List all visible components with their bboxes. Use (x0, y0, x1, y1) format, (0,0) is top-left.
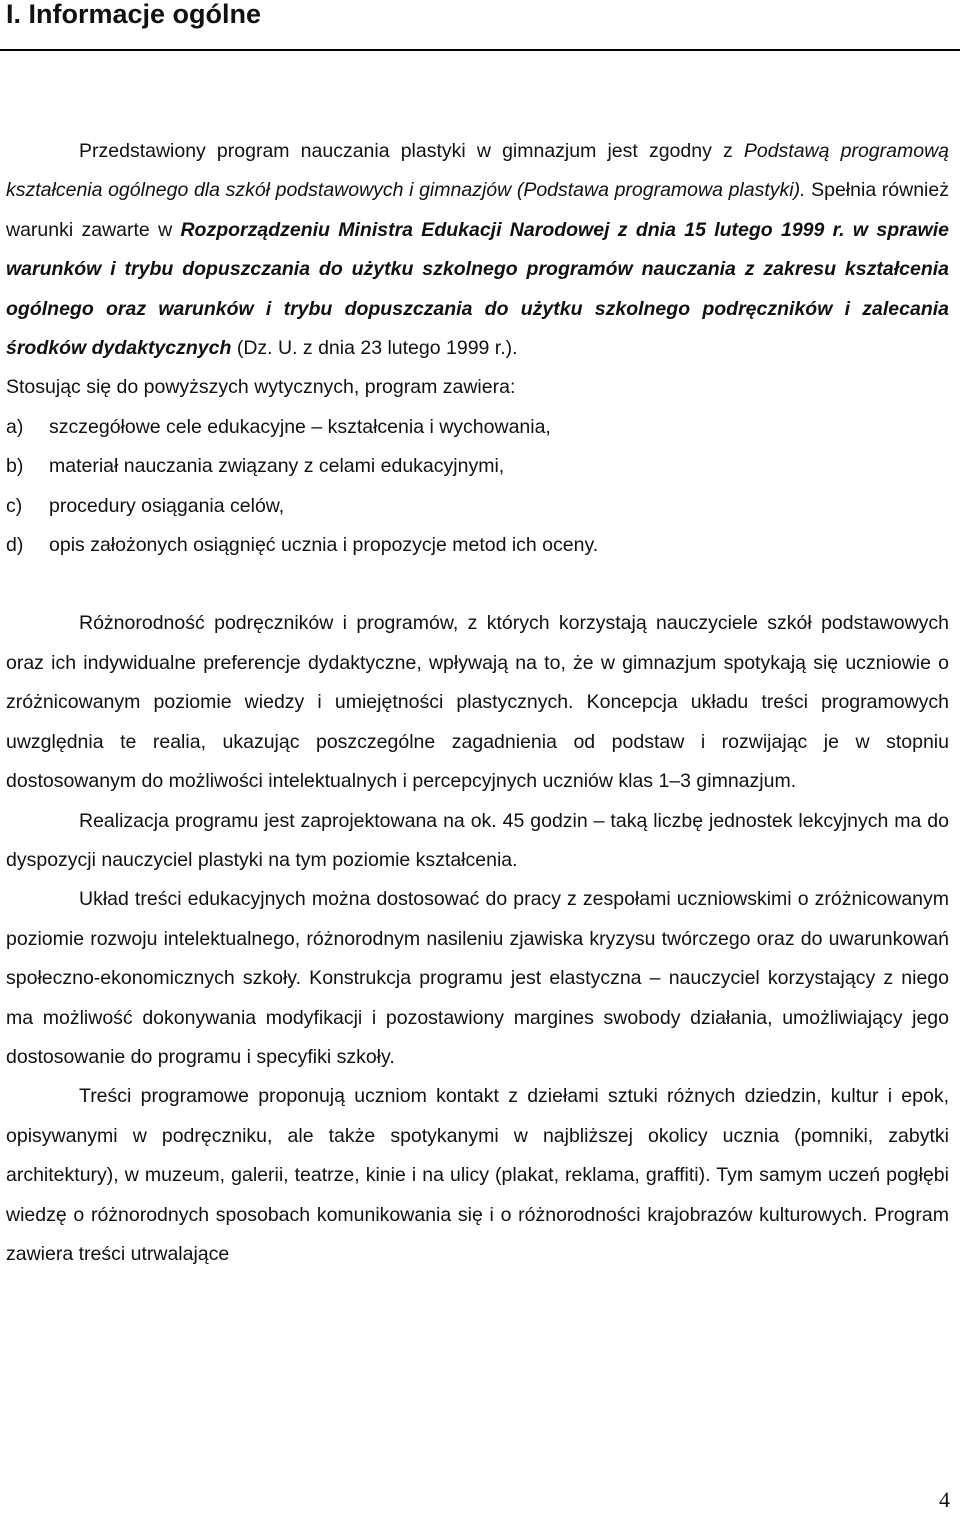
core-curriculum-reference: Podstawą programową kształcenia ogólnego dla szkół podstawowych i gimnazjów (Podstawa programowa plastyki). (6, 140, 949, 202)
list-item (6, 447, 949, 486)
list-marker: c) (6, 494, 23, 517)
paragraph-content: Treści programowe proponują uczniom kontakt z dziełami sztuki różnych dziedzin, kultur i epok, opisywanymi w podręczniku, ale także spotykanymi w najbliższej okolicy ucznia (pomniki, zabytki architektury), w muzeum, galerii, teatrze, kinie i na ulicy (plakat, reklama, graffiti). Tym samym uczeń pogłębi wiedzę o różnorodnych sposobach komunikowania się i o różnorodności krajobrazów kulturowych. Program zawiera treści utrwalające (6, 1085, 949, 1265)
document-body (6, 132, 949, 1274)
paragraph-diversity: Różnorodność podręczników i programów, z których korzystają nauczyciele szkół podstawowych oraz ich indywidualne preferencje dydaktyczne, wpływają na to, że w gimnazjum spotykają się uczniowie o zróżnicowanym poziomie wiedzy i umiejętności plastycznych. Koncepcja układu treści programowych uwzględnia te realia, ukazując poszczególne zagadnienia od podstaw i rozwijając je w stopniu dostosowanym do możliwości intelektualnych i percepcyjnych uczniów klas 1–3 gimnazjum. (6, 612, 949, 793)
legal-basis-text: Przedstawiony program nauczania plastyki w gimnazjum jest zgodny z (79, 140, 744, 162)
list-item-text: szczegółowe cele edukacyjne – kształcenia i wychowania, (49, 415, 551, 438)
paragraph-spacer (6, 565, 949, 604)
legal-basis-text: Spełnia również warunki zawarte w (6, 179, 949, 241)
paragraph-legal-basis (6, 132, 949, 368)
list-item-text: opis założonych osiągnięć ucznia i propozycje metod ich oceny. (49, 534, 599, 557)
paragraph-hours: Realizacja programu jest zaprojektowana na ok. 45 godzin – taką liczbę jednostek lekcyjnych ma do dyspozycji nauczyciel plastyki na tym poziomie kształcenia. (6, 809, 949, 871)
list-item (6, 408, 949, 447)
list-item-text: procedury osiągania celów, (49, 494, 285, 517)
list-marker: d) (6, 534, 24, 557)
list-marker: b) (6, 455, 24, 478)
page-number: 4 (939, 1487, 950, 1512)
paragraph-flexibility: Układ treści edukacyjnych można dostosować do pracy z zespołami uczniowskimi o zróżnicowanym poziomie rozwoju intelektualnego, różnorodnym nasileniu zjawiska kryzysu twórczego oraz do uwarunkowań społeczno-ekonomicznych szkoły. Konstrukcja programu jest elastyczna – nauczyciel korzystający z niego ma możliwość dokonywania modyfikacji i pozostawiony margines swobody działania, umożliwiający jego dostosowanie do programu i specyfiki szkoły. (6, 888, 949, 1068)
list-item (6, 526, 949, 565)
regulation-title: Rozporządzeniu Ministra Edukacji Narodowej z dnia 15 lutego 1999 r. w sprawie warunków i trybu dopuszczania do użytku szkolnego programów nauczania z zakresu kształcenia ogólnego oraz warunków i trybu dopuszczania do użytku szkolnego podręczników i zalecania środków dydaktycznych (6, 218, 949, 360)
list-marker: a) (6, 415, 24, 438)
list-item (6, 487, 949, 526)
journal-reference: (Dz. U. z dnia 23 lutego 1999 r.). (231, 337, 518, 360)
section-heading: I. Informacje ogólne (6, 0, 262, 29)
list-intro: Stosując się do powyższych wytycznych, program zawiera: (6, 376, 516, 399)
heading-underline (0, 49, 960, 51)
list-item-text: materiał nauczania związany z celami edukacyjnymi, (49, 455, 505, 478)
